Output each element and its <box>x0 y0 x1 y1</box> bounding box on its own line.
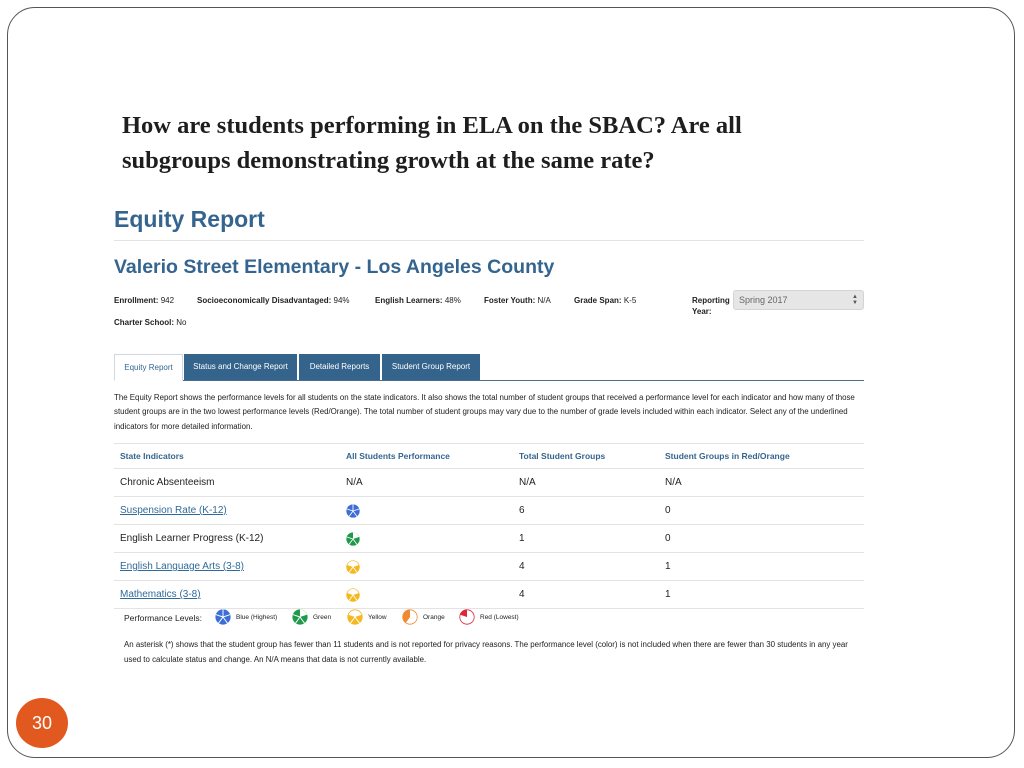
red-orange-value: N/A <box>665 477 682 488</box>
tab-student-group-report[interactable]: Student Group Report <box>382 354 480 380</box>
equity-report-screenshot <box>114 200 864 664</box>
indicator-suspension-rate-link[interactable]: Suspension Rate (K-12) <box>120 505 227 516</box>
foster-youth: Foster Youth: N/A <box>484 296 551 305</box>
red-orange-value: 1 <box>665 561 671 572</box>
enrollment: Enrollment: 942 <box>114 296 175 305</box>
yellow-level-icon <box>347 609 363 625</box>
blue-level-icon <box>215 609 231 625</box>
yellow-performance-icon <box>346 588 360 602</box>
indicator-mathematics-link[interactable]: Mathematics (3-8) <box>120 589 201 600</box>
tab-detailed-reports[interactable]: Detailed Reports <box>299 354 380 380</box>
yellow-performance-icon <box>346 560 360 574</box>
green-level-icon <box>292 609 308 625</box>
legend-label: Performance Levels: <box>124 613 202 623</box>
page-number-badge: 30 <box>16 698 68 748</box>
tab-equity-report[interactable]: Equity Report <box>114 354 183 381</box>
header-student-groups-red-orange: Student Groups in Red/Orange <box>665 451 790 461</box>
privacy-note: An asterisk (*) shows that the student group has fewer than 11 students and is not reported for privacy reasons. The performance level (color) is not included when there are fewer than 30 students in any year used to calculate status and change. An N/A means that data is not currently available. <box>124 640 848 664</box>
total-groups-value: 6 <box>519 505 525 516</box>
select-arrows-icon: ▲ ▼ <box>852 294 858 306</box>
table-row <box>114 525 864 553</box>
report-description: The Equity Report shows the performance levels for all students on the state indicators. It also shows the total number of student groups that received a performance level for each indicator and how many of those student groups are in the two lowest performance levels (Red/Orange). The total number of student groups may vary due to the number of grade levels included within each indicator. Select any of the underlined indicators for more detailed information. <box>114 393 855 431</box>
school-name: Valerio Street Elementary - Los Angeles County <box>114 256 555 278</box>
divider <box>114 240 864 241</box>
grade-span: Grade Span: K-5 <box>574 296 637 305</box>
legend-item-red: Red (Lowest) <box>459 609 519 625</box>
report-title: Equity Report <box>114 206 265 232</box>
tab-status-and-change-report[interactable]: Status and Change Report <box>184 354 297 380</box>
green-performance-icon <box>346 532 360 546</box>
reporting-year-value: Spring 2017 <box>739 295 788 305</box>
reporting-year-select[interactable] <box>733 290 864 310</box>
total-groups-value: 4 <box>519 561 525 572</box>
legend-item-green: Green <box>292 609 331 625</box>
charter-school: Charter School: No <box>114 318 187 327</box>
red-orange-value: 1 <box>665 589 671 600</box>
red-orange-value: 0 <box>665 533 671 544</box>
red-level-icon <box>459 609 475 625</box>
table-header-row <box>114 444 864 469</box>
legend-item-orange: Orange <box>402 609 445 625</box>
table-row <box>114 553 864 581</box>
header-all-students-performance: All Students Performance <box>346 451 450 461</box>
legend-item-yellow: Yellow <box>347 609 387 625</box>
performance-value: N/A <box>346 477 363 488</box>
header-state-indicators: State Indicators <box>120 451 184 461</box>
performance-levels-legend <box>124 609 864 627</box>
english-learners: English Learners: 48% <box>375 296 461 305</box>
socioeconomic-disadvantaged: Socioeconomically Disadvantaged: 94% <box>197 296 350 305</box>
indicator-english-language-arts-link[interactable]: English Language Arts (3-8) <box>120 561 244 572</box>
indicator-chronic-absenteeism: Chronic Absenteeism <box>120 477 215 488</box>
table-row <box>114 469 864 497</box>
total-groups-value: 4 <box>519 589 525 600</box>
reporting-year-label: Reporting Year: <box>692 296 730 316</box>
total-groups-value: N/A <box>519 477 536 488</box>
orange-level-icon <box>402 609 418 625</box>
red-orange-value: 0 <box>665 505 671 516</box>
legend-item-blue: Blue (Highest) <box>215 609 277 625</box>
slide-title: How are students performing in ELA on the SBAC? Are all subgroups demonstrating growth at the same rate? <box>122 112 742 174</box>
indicator-english-learner-progress: English Learner Progress (K-12) <box>120 533 264 544</box>
blue-performance-icon <box>346 504 360 518</box>
header-total-student-groups: Total Student Groups <box>519 451 606 461</box>
table-row <box>114 497 864 525</box>
indicators-table <box>114 443 864 609</box>
total-groups-value: 1 <box>519 533 525 544</box>
report-tabs <box>114 354 864 381</box>
table-row <box>114 581 864 609</box>
